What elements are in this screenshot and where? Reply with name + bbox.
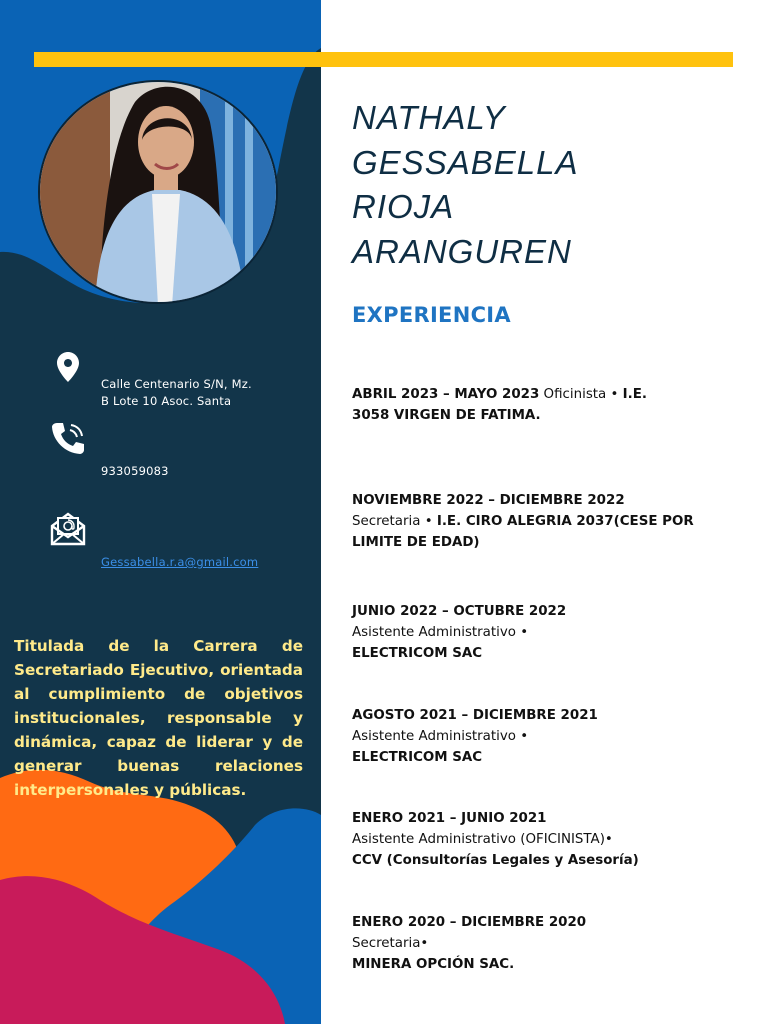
- experience-dates: ENERO 2021 – JUNIO 2021: [352, 811, 547, 826]
- email-envelope-icon: [50, 512, 86, 546]
- experience-organization: I.E.: [622, 387, 647, 402]
- profile-line: Secretariado Ejecutivo, orientada: [14, 661, 303, 679]
- experience-entry: [352, 490, 722, 553]
- experience-role: Asistente Administrativo (OFICINISTA)•: [352, 832, 613, 847]
- experience-role: Secretaria•: [352, 936, 429, 951]
- address-line-1: Calle Centenario S/N, Mz.: [101, 377, 252, 391]
- profile-line: institucionales, responsable y: [14, 709, 303, 727]
- profile-line: generar buenas relaciones: [14, 757, 303, 775]
- name-line-surname-2: ARANGUREN: [352, 232, 572, 270]
- experience-role: Oficinista •: [539, 387, 623, 402]
- experience-organization: ELECTRICOM SAC: [352, 750, 483, 765]
- profile-line: interpersonales y públicas.: [14, 781, 247, 799]
- profile-summary: [14, 634, 303, 802]
- experience-entry: [352, 808, 722, 871]
- profile-line: al cumplimiento de objetivos: [14, 685, 303, 703]
- experience-role: Asistente Administrativo •: [352, 625, 529, 640]
- experience-entry: [352, 912, 722, 975]
- experience-organization-cont: LIMITE DE EDAD): [352, 535, 480, 550]
- phone-number: 933059083: [101, 464, 169, 478]
- experience-role: Secretaria •: [352, 514, 437, 529]
- experience-organization-cont: 3058 VIRGEN DE FATIMA.: [352, 408, 541, 423]
- experience-dates: ABRIL 2023 – MAYO 2023: [352, 387, 540, 402]
- top-accent-bar: [34, 52, 733, 67]
- experience-entry: [352, 705, 722, 768]
- location-pin-icon: [57, 352, 79, 382]
- experience-organization: ELECTRICOM SAC: [352, 646, 483, 661]
- experience-dates: AGOSTO 2021 – DICIEMBRE 2021: [352, 708, 598, 723]
- experience-organization: I.E. CIRO ALEGRIA 2037(CESE POR: [436, 514, 694, 529]
- name-line-surname-1: RIOJA: [352, 188, 455, 225]
- profile-photo: [38, 80, 278, 304]
- experience-dates: JUNIO 2022 – OCTUBRE 2022: [352, 604, 567, 619]
- experience-dates: ENERO 2020 – DICIEMBRE 2020: [352, 915, 587, 930]
- candidate-name: [352, 96, 732, 274]
- experience-organization: CCV (Consultorías Legales y Asesoría): [352, 853, 639, 868]
- profile-line: dinámica, capaz de liderar y de: [14, 733, 303, 751]
- experience-heading: EXPERIENCIA: [352, 303, 511, 327]
- experience-entry: [352, 384, 722, 426]
- name-line-middle: GESSABELLA: [352, 143, 579, 181]
- phone-icon: [50, 421, 86, 455]
- name-line-first: NATHALY: [352, 99, 506, 136]
- address-line-2: B Lote 10 Asoc. Santa: [101, 394, 232, 408]
- experience-role: Asistente Administrativo •: [352, 729, 529, 744]
- experience-organization: MINERA OPCIÓN SAC.: [352, 957, 515, 972]
- experience-dates: NOVIEMBRE 2022 – DICIEMBRE 2022: [352, 493, 625, 508]
- experience-entry: [352, 601, 722, 664]
- portrait-illustration: [40, 82, 278, 304]
- email-link[interactable]: Gessabella.r.a@gmail.com: [101, 555, 259, 569]
- profile-line: Titulada de la Carrera de: [14, 637, 303, 655]
